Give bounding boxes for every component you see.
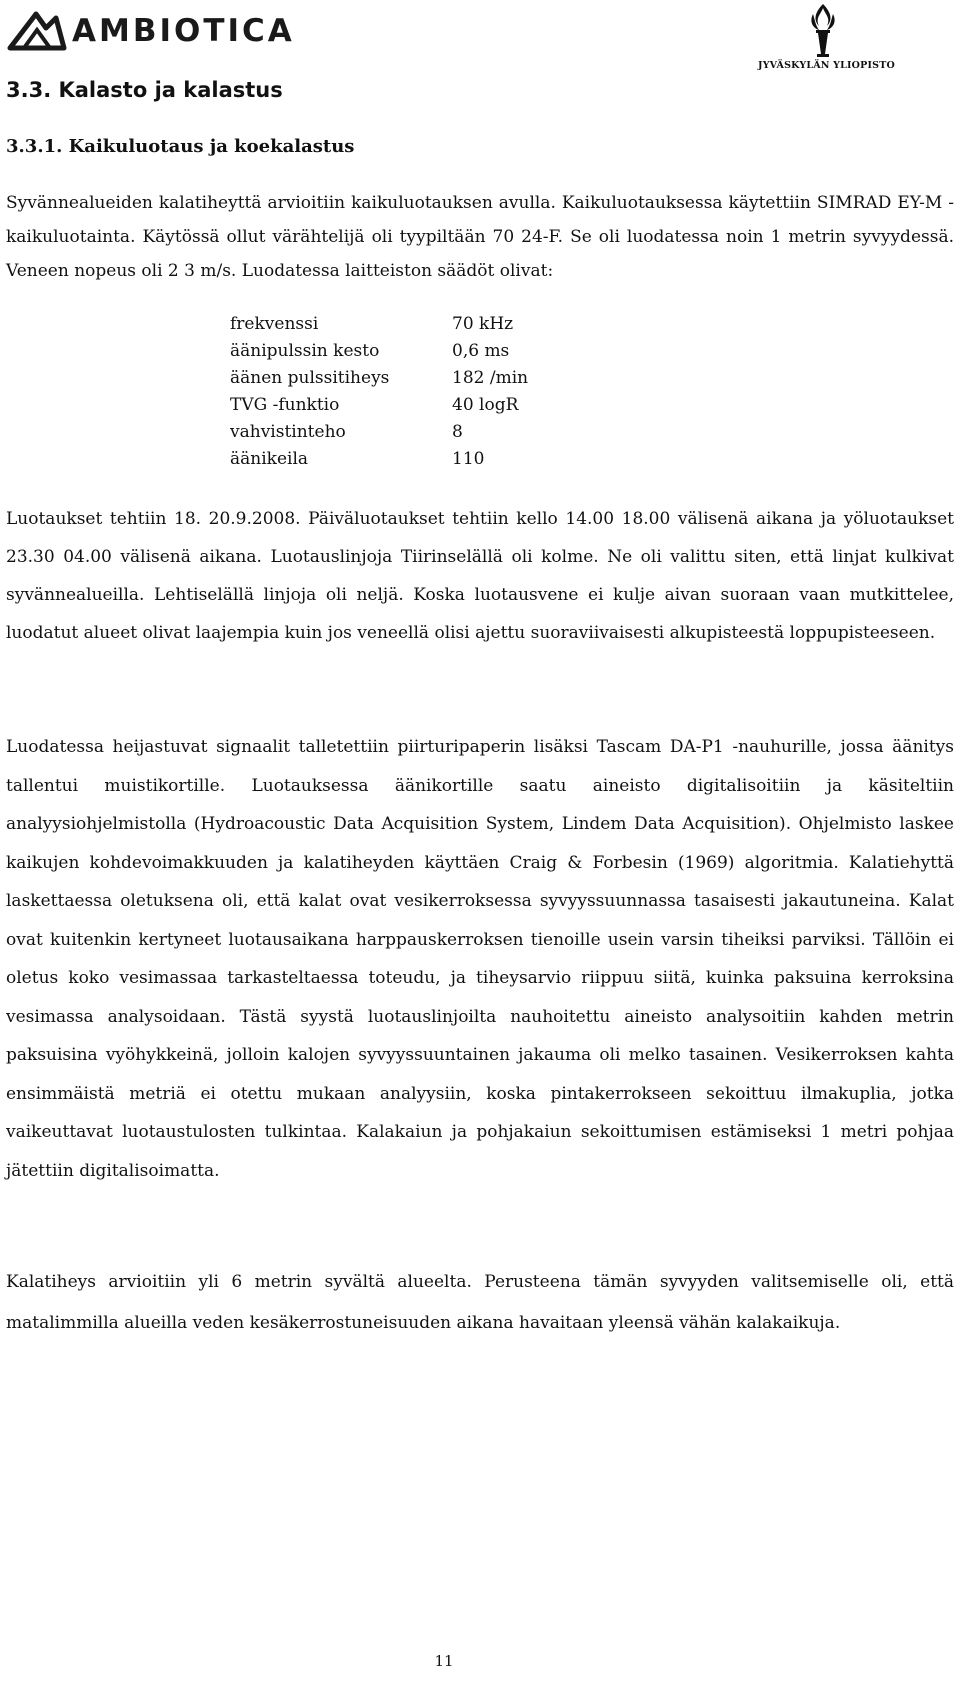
- setting-label: TVG -funktio: [230, 394, 340, 415]
- paragraph-intro: Syvännealueiden kalatiheyttä arvioitiin kaikuluotauksen avulla. Kaikuluotauksessa käytettiin SIMRAD EY-M -kaikuluotainta. Käytössä ollut värähtelijä oli tyypiltään 70 24-F. Se oli luodatessa noin 1 metrin syvyydessä. Veneen nopeus oli 2 3 m/s. Luodatessa laitteiston säädöt olivat:: [6, 193, 954, 281]
- settings-row: [230, 337, 528, 364]
- ambiotica-logo: [6, 6, 295, 56]
- setting-label: äänen pulssitiheys: [230, 367, 390, 388]
- paragraph-depth: Kalatiheys arvioitiin yli 6 metrin syvältä alueelta. Perusteena tämän syvyyden valitsemiselle oli, että matalimmilla alueilla veden kesäkerrostuneisuuden aikana havaitaan yleensä vähän kalakaikuja.: [6, 1272, 954, 1333]
- paragraph-processing: Luodatessa heijastuvat signaalit talletettiin piirturipaperin lisäksi Tascam DA-P1 -nauhurille, jossa äänitys tallentui muistikortille. Luotauksessa äänikortille saatu aineisto digitalisoitiin ja käsiteltiin analyysiohjelmistolla (Hydroacoustic Data Acquisition System, Lindem Data Acquisition). Ohjelmisto laskee kaikujen kohdevoimakkuuden ja kalatiheyden käyttäen Craig & Forbesin (1969) algoritmia. Kalatiehyttä laskettaessa oletuksena oli, että kalat ovat vesikerroksessa syvyyssuunnassa tasaisesti jakautuneina. Kalat ovat kuitenkin kertyneet luotausaikana harppauskerroksen tienoille usein varsin tiheiksi parviksi. Tällöin ei oletus koko vesimassaa tarkasteltaessa toteudu, ja tiheysarvio riippuu siitä, kuinka paksuina kerroksina vesimassa analysoidaan. Tästä syystä luotauslinjoilta nauhoitettu aineisto analysoitiin kahden metrin paksuisina vyöhykkeinä, jolloin kalojen syvyyssuuntainen jakauma oli melko tasainen. Vesikerroksen kahta ensimmäistä metriä ei otettu mukaan analyysiin, koska pintakerrokseen sekoittuu ilmakuplia, jotka vaikeuttavat luotaustulosten tulkintaa. Kalakaiun ja pohjakaiun sekoittumisen estämiseksi 1 metri pohjaa jätettiin digitalisoimatta.: [6, 737, 954, 1181]
- settings-row: [230, 445, 528, 472]
- setting-value: 8: [452, 421, 463, 442]
- setting-label: frekvenssi: [230, 313, 319, 334]
- setting-label: vahvistinteho: [230, 421, 346, 442]
- setting-value: 182 /min: [452, 367, 529, 388]
- setting-value: 0,6 ms: [452, 340, 510, 361]
- section-heading: 3.3. Kalasto ja kalastus: [6, 78, 283, 102]
- university-name: JYVÄSKYLÄN YLIOPISTO: [758, 60, 895, 71]
- setting-value: 70 kHz: [452, 313, 514, 334]
- paragraph-schedule: Luotaukset tehtiin 18. 20.9.2008. Päiväluotaukset tehtiin kello 14.00 18.00 välisenä aikana ja yöluotaukset 23.30 04.00 välisenä aikana. Luotauslinjoja Tiirinselällä oli kolme. Ne oli valittu siten, että linjat kulkivat syvännealueilla. Lehtiselällä linjoja oli neljä. Koska luotausvene ei kulje aivan suoraan vaan mutkittelee, luodatut alueet olivat laajempia kuin jos veneellä olisi ajettu suoraviivaisesti alkupisteestä loppupisteeseen.: [6, 509, 954, 643]
- ambiotica-mark-icon: [6, 8, 68, 54]
- settings-row: [230, 310, 528, 337]
- settings-row: [230, 364, 528, 391]
- settings-row: [230, 391, 528, 418]
- setting-value: 110: [452, 448, 485, 469]
- subsection-heading: 3.3.1. Kaikuluotaus ja koekalastus: [6, 136, 355, 157]
- setting-label: äänikeila: [230, 448, 309, 469]
- page-header: [0, 0, 960, 80]
- setting-value: 40 logR: [452, 394, 519, 415]
- settings-row: [230, 418, 528, 445]
- setting-label: äänipulssin kesto: [230, 340, 380, 361]
- university-logo: [758, 2, 895, 71]
- torch-icon: [801, 2, 845, 58]
- page-number: 11: [434, 1652, 454, 1670]
- device-settings-table: [230, 310, 528, 472]
- ambiotica-logo-text: AMBIOTICA: [72, 13, 295, 49]
